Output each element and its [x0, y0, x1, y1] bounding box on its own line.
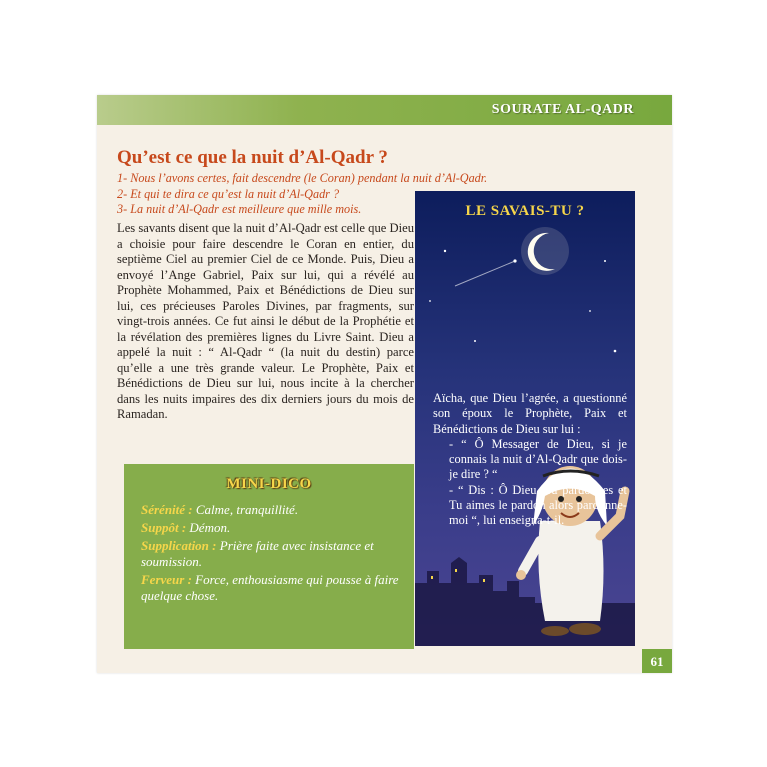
- shooting-star-head-icon: [513, 259, 516, 262]
- mini-dico-title: MINI-DICO: [226, 476, 312, 492]
- page-title: SOURATE AL-QADR: [491, 102, 634, 117]
- header-bar: [97, 95, 672, 125]
- did-you-know-quote: - “ Dis : Ô Dieu, Tu pardonnes et Tu aimes le pardon alors pardonne-moi “, lui enseigna-t-il.: [449, 482, 627, 528]
- window-light-icon: [431, 576, 433, 579]
- window-light-icon: [455, 569, 457, 572]
- did-you-know-text: [433, 391, 627, 529]
- star-icon: [604, 260, 606, 262]
- window-light-icon: [483, 579, 485, 582]
- definition-term: Suppôt :: [141, 520, 187, 535]
- definition-text: Démon.: [186, 520, 231, 535]
- book-page: [97, 95, 672, 673]
- definition-item: [141, 572, 406, 604]
- star-icon: [474, 340, 476, 342]
- definition-term: Ferveur :: [141, 572, 192, 587]
- star-icon: [589, 310, 591, 312]
- question-heading: Qu’est ce que la nuit d’Al-Qadr ?: [117, 147, 388, 168]
- page-number: 61: [650, 654, 664, 669]
- definition-term: Sérénité :: [141, 502, 193, 517]
- did-you-know-quote: - “ Ô Messager de Dieu, si je connais la nuit d’Al-Qadr que dois-je dire ? “: [449, 436, 627, 482]
- star-icon: [429, 300, 431, 302]
- definition-item: [141, 502, 406, 518]
- verse-2: 2- Et qui te dira ce qu’est la nuit d’Al-Qadr ?: [117, 186, 340, 201]
- verses-list: [117, 171, 488, 218]
- did-you-know-box: [415, 191, 635, 646]
- mini-dico-box: [124, 464, 414, 649]
- page-number-box: [642, 649, 672, 673]
- definition-item: [141, 520, 406, 536]
- verse-3: 3- La nuit d’Al-Qadr est meilleure que mille mois.: [117, 202, 362, 216]
- shooting-star-icon: [455, 261, 515, 286]
- definition-text: Calme, tranquillité.: [192, 502, 299, 517]
- definition-text: Force, enthousiasme qui pousse à faire quelque chose.: [141, 572, 399, 603]
- verse-1: 1- Nous l’avons certes, fait descendre (le Coran) pendant la nuit d’Al-Qadr.: [117, 171, 488, 185]
- star-icon: [444, 250, 446, 252]
- definition-text: Prière faite avec insistance et soumission.: [141, 538, 374, 569]
- definition-item: [141, 538, 406, 570]
- did-you-know-paragraph: Aïcha, que Dieu l’agrée, a questionné son époux le Prophète, Paix et Bénédictions de Dieu sur lui :: [433, 391, 627, 436]
- did-you-know-title: LE SAVAIS-TU ?: [465, 203, 585, 219]
- body-paragraph: Les savants disent que la nuit d’Al-Qadr est celle que Dieu a choisie pour faire descendre le Coran en entier, du septième Ciel au premier Ciel de ce Monde. Puis, Dieu a envoyé l’Ange Gabriel, Paix sur lui, qui a révélé au Prophète Mohammed, Paix et Bénédictions de Dieu sur lui, ces précieuses Paroles Divines, par fragments, sur vingt-trois années. Ce fut ainsi le début de la Prophétie et la révélation des premières lignes du Livre Saint. Dieu a appelé la nuit : “ Al-Qadr “ (la nuit du destin) parce qu’elle a une très grande valeur. Le Prophète, Paix et Bénédictions de Dieu sur lui, nous incite à la chercher dans les nuits impaires des dix derniers jours du mois de Ramadan.: [117, 221, 414, 421]
- definitions-list: [141, 502, 406, 606]
- definition-term: Supplication :: [141, 538, 217, 553]
- star-icon: [614, 350, 617, 353]
